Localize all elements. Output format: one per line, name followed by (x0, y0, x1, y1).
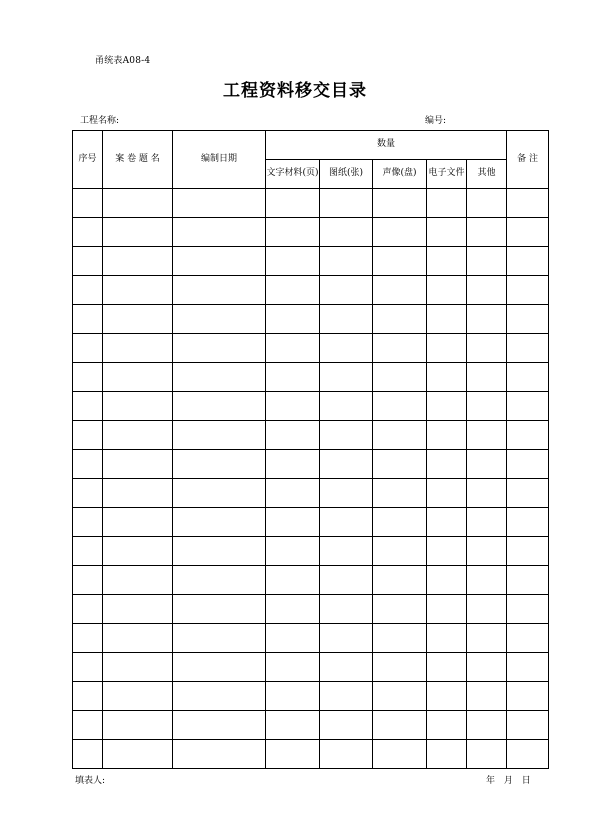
cell-seq[interactable] (73, 566, 103, 595)
cell-remarks[interactable] (507, 653, 549, 682)
cell-volume-title[interactable] (103, 305, 173, 334)
cell-volume-title[interactable] (103, 624, 173, 653)
cell-seq[interactable] (73, 305, 103, 334)
cell-electronic[interactable] (427, 363, 467, 392)
cell-date[interactable] (173, 653, 266, 682)
cell-audio-video[interactable] (373, 508, 427, 537)
header-row-1 (73, 131, 549, 160)
cell-volume-title[interactable] (103, 740, 173, 769)
cell-electronic[interactable] (427, 334, 467, 363)
cell-volume-title[interactable] (103, 276, 173, 305)
cell-drawings[interactable] (320, 276, 373, 305)
cell-date[interactable] (173, 740, 266, 769)
cell-text-materials[interactable] (266, 479, 320, 508)
cell-date[interactable] (173, 247, 266, 276)
cell-other[interactable] (467, 421, 507, 450)
table-row (73, 392, 549, 421)
cell-remarks[interactable] (507, 218, 549, 247)
cell-electronic[interactable] (427, 479, 467, 508)
cell-text-materials[interactable] (266, 595, 320, 624)
cell-seq[interactable] (73, 711, 103, 740)
table-row (73, 566, 549, 595)
cell-text-materials[interactable] (266, 189, 320, 218)
cell-text-materials[interactable] (266, 334, 320, 363)
cell-text-materials[interactable] (266, 740, 320, 769)
cell-volume-title[interactable] (103, 566, 173, 595)
cell-audio-video[interactable] (373, 740, 427, 769)
col-header-other: 其他 (467, 160, 507, 189)
cell-seq[interactable] (73, 189, 103, 218)
col-header-remarks: 备 注 (507, 131, 549, 189)
cell-other[interactable] (467, 305, 507, 334)
table-row (73, 682, 549, 711)
project-name-label: 工程名称: (80, 116, 120, 126)
cell-electronic[interactable] (427, 247, 467, 276)
table-row (73, 595, 549, 624)
table-row (73, 711, 549, 740)
cell-seq[interactable] (73, 653, 103, 682)
col-header-seq: 序号 (73, 131, 103, 189)
cell-drawings[interactable] (320, 682, 373, 711)
col-header-drawings: 图纸(张) (320, 160, 373, 189)
cell-date[interactable] (173, 595, 266, 624)
cell-electronic[interactable] (427, 508, 467, 537)
cell-date[interactable] (173, 363, 266, 392)
table-row (73, 334, 549, 363)
form-code: 甬统表A08-4 (95, 56, 151, 66)
cell-text-materials[interactable] (266, 421, 320, 450)
cell-audio-video[interactable] (373, 334, 427, 363)
col-header-audio-video: 声像(盘) (373, 160, 427, 189)
cell-seq[interactable] (73, 740, 103, 769)
cell-volume-title[interactable] (103, 334, 173, 363)
cell-other[interactable] (467, 189, 507, 218)
cell-text-materials[interactable] (266, 566, 320, 595)
cell-drawings[interactable] (320, 247, 373, 276)
cell-text-materials[interactable] (266, 682, 320, 711)
cell-audio-video[interactable] (373, 537, 427, 566)
transfer-catalog-table (72, 130, 549, 769)
cell-drawings[interactable] (320, 218, 373, 247)
cell-audio-video[interactable] (373, 392, 427, 421)
cell-remarks[interactable] (507, 334, 549, 363)
cell-volume-title[interactable] (103, 247, 173, 276)
cell-text-materials[interactable] (266, 218, 320, 247)
cell-electronic[interactable] (427, 421, 467, 450)
cell-other[interactable] (467, 276, 507, 305)
cell-electronic[interactable] (427, 624, 467, 653)
cell-other[interactable] (467, 682, 507, 711)
cell-seq[interactable] (73, 218, 103, 247)
cell-other[interactable] (467, 566, 507, 595)
cell-remarks[interactable] (507, 247, 549, 276)
cell-electronic[interactable] (427, 189, 467, 218)
table-row (73, 189, 549, 218)
cell-seq[interactable] (73, 624, 103, 653)
cell-drawings[interactable] (320, 363, 373, 392)
cell-text-materials[interactable] (266, 450, 320, 479)
cell-other[interactable] (467, 363, 507, 392)
cell-text-materials[interactable] (266, 624, 320, 653)
cell-other[interactable] (467, 392, 507, 421)
cell-drawings[interactable] (320, 450, 373, 479)
cell-volume-title[interactable] (103, 595, 173, 624)
cell-remarks[interactable] (507, 305, 549, 334)
cell-volume-title[interactable] (103, 537, 173, 566)
cell-volume-title[interactable] (103, 450, 173, 479)
cell-audio-video[interactable] (373, 479, 427, 508)
cell-date[interactable] (173, 479, 266, 508)
cell-audio-video[interactable] (373, 450, 427, 479)
serial-number-label: 编号: (425, 116, 447, 126)
cell-other[interactable] (467, 740, 507, 769)
cell-text-materials[interactable] (266, 363, 320, 392)
cell-date[interactable] (173, 508, 266, 537)
cell-remarks[interactable] (507, 363, 549, 392)
cell-audio-video[interactable] (373, 218, 427, 247)
cell-audio-video[interactable] (373, 247, 427, 276)
cell-other[interactable] (467, 334, 507, 363)
page-title: 工程资料移交目录 (223, 81, 367, 101)
cell-audio-video[interactable] (373, 189, 427, 218)
cell-drawings[interactable] (320, 508, 373, 537)
cell-drawings[interactable] (320, 711, 373, 740)
cell-drawings[interactable] (320, 392, 373, 421)
cell-drawings[interactable] (320, 537, 373, 566)
cell-text-materials[interactable] (266, 711, 320, 740)
cell-date[interactable] (173, 218, 266, 247)
cell-audio-video[interactable] (373, 276, 427, 305)
cell-drawings[interactable] (320, 189, 373, 218)
cell-volume-title[interactable] (103, 218, 173, 247)
cell-date[interactable] (173, 711, 266, 740)
cell-electronic[interactable] (427, 537, 467, 566)
cell-remarks[interactable] (507, 508, 549, 537)
cell-volume-title[interactable] (103, 508, 173, 537)
table-row (73, 276, 549, 305)
table-row (73, 421, 549, 450)
cell-volume-title[interactable] (103, 421, 173, 450)
cell-audio-video[interactable] (373, 305, 427, 334)
cell-electronic[interactable] (427, 305, 467, 334)
cell-text-materials[interactable] (266, 247, 320, 276)
cell-seq[interactable] (73, 537, 103, 566)
col-header-text-materials: 文字材料(页) (266, 160, 320, 189)
cell-other[interactable] (467, 595, 507, 624)
cell-seq[interactable] (73, 363, 103, 392)
cell-seq[interactable] (73, 276, 103, 305)
cell-date[interactable] (173, 305, 266, 334)
cell-drawings[interactable] (320, 653, 373, 682)
cell-remarks[interactable] (507, 392, 549, 421)
cell-drawings[interactable] (320, 421, 373, 450)
cell-text-materials[interactable] (266, 392, 320, 421)
cell-remarks[interactable] (507, 276, 549, 305)
cell-date[interactable] (173, 537, 266, 566)
cell-audio-video[interactable] (373, 363, 427, 392)
cell-seq[interactable] (73, 479, 103, 508)
cell-volume-title[interactable] (103, 363, 173, 392)
col-header-volume-title: 案 卷 题 名 (103, 131, 173, 189)
table-row (73, 508, 549, 537)
cell-drawings[interactable] (320, 479, 373, 508)
cell-other[interactable] (467, 624, 507, 653)
cell-remarks[interactable] (507, 566, 549, 595)
cell-remarks[interactable] (507, 740, 549, 769)
cell-remarks[interactable] (507, 711, 549, 740)
table-row (73, 740, 549, 769)
cell-seq[interactable] (73, 682, 103, 711)
cell-other[interactable] (467, 537, 507, 566)
cell-electronic[interactable] (427, 682, 467, 711)
filler-label: 填表人: (75, 776, 106, 786)
table-row (73, 624, 549, 653)
cell-text-materials[interactable] (266, 305, 320, 334)
cell-text-materials[interactable] (266, 653, 320, 682)
cell-date[interactable] (173, 276, 266, 305)
col-header-electronic: 电子文件 (427, 160, 467, 189)
cell-text-materials[interactable] (266, 508, 320, 537)
cell-audio-video[interactable] (373, 653, 427, 682)
cell-electronic[interactable] (427, 653, 467, 682)
cell-electronic[interactable] (427, 392, 467, 421)
table-row (73, 305, 549, 334)
cell-date[interactable] (173, 682, 266, 711)
col-header-date: 编制日期 (173, 131, 266, 189)
cell-other[interactable] (467, 247, 507, 276)
cell-date[interactable] (173, 189, 266, 218)
cell-date[interactable] (173, 566, 266, 595)
table-row (73, 479, 549, 508)
cell-drawings[interactable] (320, 740, 373, 769)
cell-drawings[interactable] (320, 566, 373, 595)
cell-drawings[interactable] (320, 595, 373, 624)
cell-remarks[interactable] (507, 450, 549, 479)
cell-other[interactable] (467, 450, 507, 479)
cell-drawings[interactable] (320, 305, 373, 334)
cell-electronic[interactable] (427, 595, 467, 624)
table-row (73, 363, 549, 392)
cell-text-materials[interactable] (266, 276, 320, 305)
cell-seq[interactable] (73, 247, 103, 276)
table-row (73, 653, 549, 682)
cell-remarks[interactable] (507, 624, 549, 653)
cell-remarks[interactable] (507, 189, 549, 218)
cell-volume-title[interactable] (103, 711, 173, 740)
cell-date[interactable] (173, 334, 266, 363)
cell-audio-video[interactable] (373, 711, 427, 740)
cell-electronic[interactable] (427, 218, 467, 247)
cell-volume-title[interactable] (103, 392, 173, 421)
cell-seq[interactable] (73, 392, 103, 421)
fill-date-label: 年 月 日 (486, 776, 531, 786)
cell-volume-title[interactable] (103, 189, 173, 218)
cell-date[interactable] (173, 392, 266, 421)
table-row (73, 247, 549, 276)
cell-volume-title[interactable] (103, 653, 173, 682)
cell-other[interactable] (467, 653, 507, 682)
cell-audio-video[interactable] (373, 682, 427, 711)
table-row (73, 537, 549, 566)
table-row (73, 218, 549, 247)
cell-remarks[interactable] (507, 682, 549, 711)
cell-electronic[interactable] (427, 276, 467, 305)
cell-text-materials[interactable] (266, 537, 320, 566)
cell-audio-video[interactable] (373, 421, 427, 450)
cell-other[interactable] (467, 218, 507, 247)
cell-audio-video[interactable] (373, 624, 427, 653)
cell-drawings[interactable] (320, 334, 373, 363)
cell-other[interactable] (467, 508, 507, 537)
table-row (73, 450, 549, 479)
cell-drawings[interactable] (320, 624, 373, 653)
cell-date[interactable] (173, 450, 266, 479)
cell-seq[interactable] (73, 421, 103, 450)
cell-remarks[interactable] (507, 537, 549, 566)
cell-audio-video[interactable] (373, 595, 427, 624)
cell-remarks[interactable] (507, 479, 549, 508)
col-header-quantity: 数量 (266, 131, 507, 160)
cell-date[interactable] (173, 421, 266, 450)
cell-audio-video[interactable] (373, 566, 427, 595)
cell-remarks[interactable] (507, 421, 549, 450)
cell-remarks[interactable] (507, 595, 549, 624)
cell-seq[interactable] (73, 595, 103, 624)
cell-electronic[interactable] (427, 566, 467, 595)
cell-seq[interactable] (73, 334, 103, 363)
cell-electronic[interactable] (427, 711, 467, 740)
cell-electronic[interactable] (427, 740, 467, 769)
cell-seq[interactable] (73, 508, 103, 537)
cell-electronic[interactable] (427, 450, 467, 479)
cell-seq[interactable] (73, 450, 103, 479)
cell-volume-title[interactable] (103, 682, 173, 711)
cell-volume-title[interactable] (103, 479, 173, 508)
cell-other[interactable] (467, 711, 507, 740)
cell-other[interactable] (467, 479, 507, 508)
cell-date[interactable] (173, 624, 266, 653)
